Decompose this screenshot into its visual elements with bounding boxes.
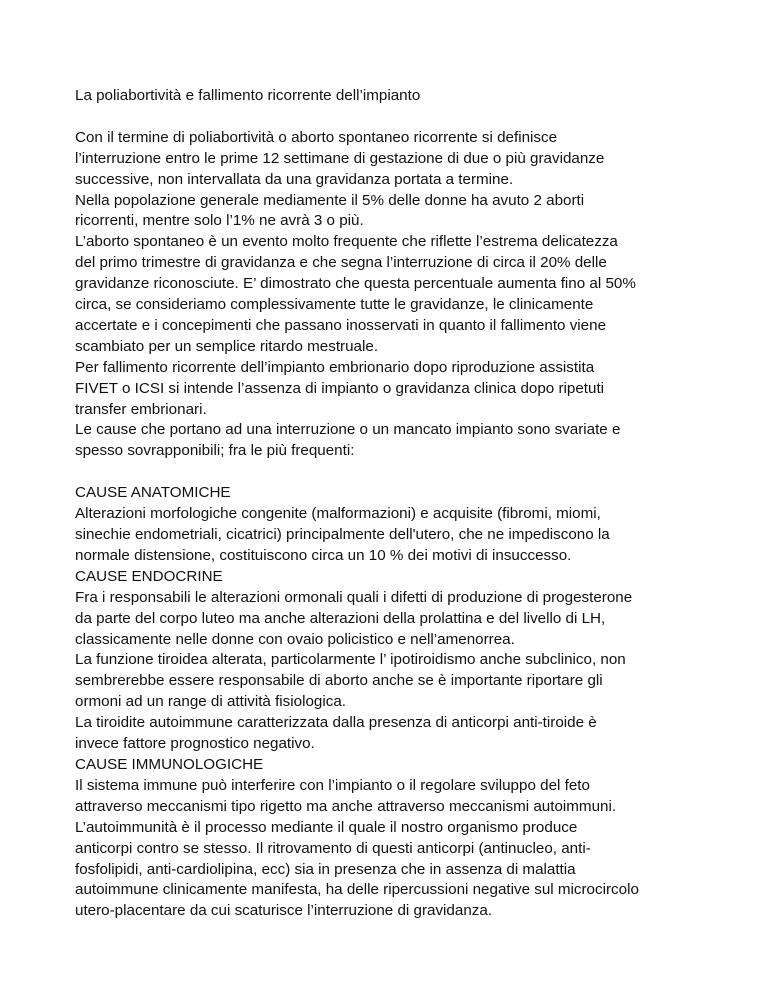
section-line: L’autoimmunità è il processo mediante il quale il nostro organismo produce [75,818,578,836]
section-line: Fra i responsabili le alterazioni ormonali quali i difetti di produzione di progesterone [75,588,633,606]
intro-line: circa, se consideriamo complessivamente tutte le gravidanze, le clinicamente [75,296,594,314]
section-line: La funzione tiroidea alterata, particolarmente l’ ipotiroidismo anche subclinico, non [75,651,626,669]
section-line: sinechie endometriali, cicatrici) principalmente dell'utero, che ne impediscono la [75,526,610,543]
intro-line: del primo trimestre di gravidanza e che segna l’interruzione di circa il 20% delle [75,254,607,272]
section-line: anticorpi contro se stesso. Il ritrovamento di questi anticorpi (antinucleo, anti- [75,839,591,857]
section-anatomical-causes [75,483,735,567]
section-heading-endocrine: CAUSE ENDOCRINE [75,567,223,585]
intro-line: FIVET o ICSI si intende l’assenza di impianto o gravidanza clinica dopo ripetuti [75,379,605,397]
intro-line: spesso sovrapponibili; fra le più frequenti: [75,442,355,460]
title-block [75,86,735,107]
intro-line: Con il termine di poliabortività o aborto spontaneo ricorrente si definisce [75,128,558,146]
section-line: utero-placentare da cui scaturisce l’interruzione di gravidanza. [75,902,493,920]
section-line: fosfolipidi, anti-cardiolipina, ecc) sia in presenza che in assenza di malattia [75,860,576,878]
section-endocrine-causes [75,567,735,755]
section-line: normale distensione, costituiscono circa un 10 % dei motivi di insuccesso. [75,546,572,564]
section-line: ormoni ad un range di attività fisiologica. [75,693,346,711]
intro-line: successive, non intervallata da una gravidanza portata a termine. [75,170,514,188]
intro-paragraph [75,128,735,463]
section-line: autoimmune clinicamente manifesta, ha delle ripercussioni negative sul microcircolo [75,881,639,899]
intro-line: transfer embrionari. [75,400,207,418]
intro-line: Nella popolazione generale mediamente il 5% delle donne ha avuto 2 aborti [75,191,585,209]
intro-line: scambiato per un semplice ritardo mestruale. [75,337,379,355]
document-title: La poliabortività e fallimento ricorrente dell’impianto [75,87,421,104]
section-heading-anatomical: CAUSE ANATOMICHE [75,484,231,502]
section-line: classicamente nelle donne con ovaio policistico e nell’amenorrea. [75,630,515,648]
section-immunological-causes [75,755,735,922]
intro-line: Le cause che portano ad una interruzione o un mancato impianto sono svariate e [75,421,621,439]
intro-line: Per fallimento ricorrente dell’impianto embrionario dopo riproduzione assistita [75,358,595,376]
section-heading-immunological: CAUSE IMMUNOLOGICHE [75,755,264,773]
intro-line: gravidanze riconosciute. E’ dimostrato che questa percentuale aumenta fino al 50% [75,275,636,293]
section-line: invece fattore prognostico negativo. [75,735,315,753]
section-line: sembrerebbe essere responsabile di aborto anche se è importante riportare gli [75,672,603,690]
section-line: attraverso meccanismi tipo rigetto ma anche attraverso meccanismi autoimmuni. [75,797,617,815]
section-line: da parte del corpo luteo ma anche alterazioni della prolattina e del livello di LH, [75,609,606,627]
intro-line: accertate e i concepimenti che passano inosservati in quanto il fallimento viene [75,316,607,334]
intro-line: ricorrenti, mentre solo l’1% ne avrà 3 o più. [75,212,364,230]
section-line: La tiroidite autoimmune caratterizzata dalla presenza di anticorpi anti-tiroide è [75,714,597,732]
section-line: Alterazioni morfologiche congenite (malformazioni) e acquisite (fibromi, miomi, [75,505,601,523]
intro-line: L’aborto spontaneo è un evento molto frequente che riflette l’estrema delicatezza [75,233,618,251]
intro-line: l’interruzione entro le prime 12 settimane di gestazione di due o più gravidanze [75,149,605,167]
document-page [75,86,735,922]
section-line: Il sistema immune può interferire con l’impianto o il regolare sviluppo del feto [75,776,590,794]
